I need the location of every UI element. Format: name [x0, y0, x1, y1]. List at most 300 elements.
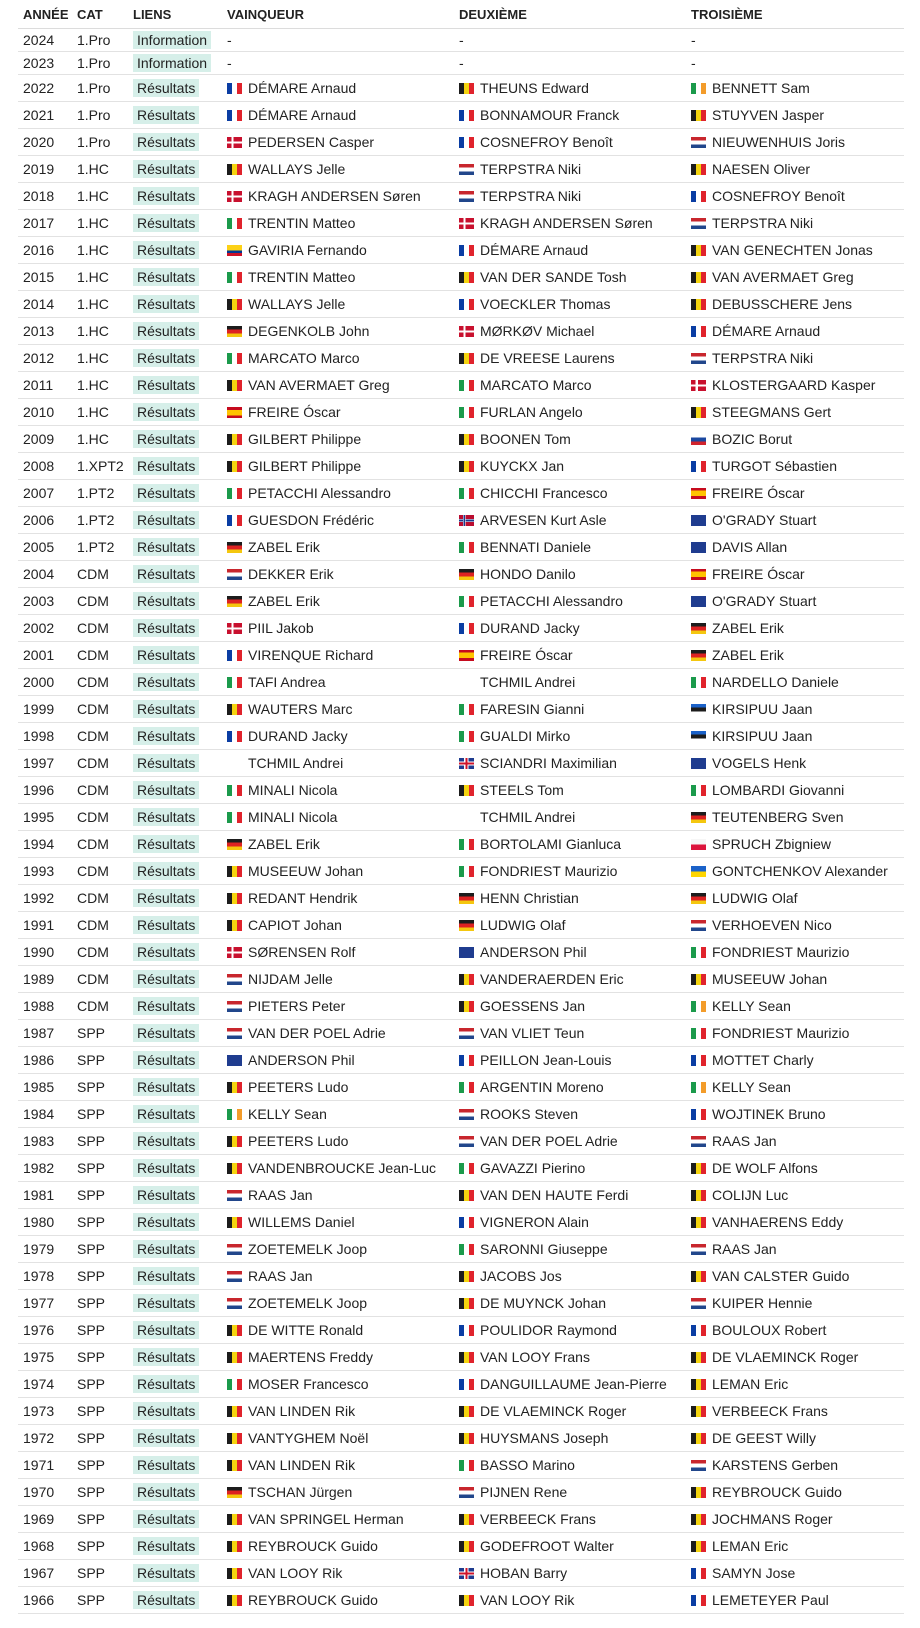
rider-name-link[interactable]: LEMETEYER Paul	[712, 1592, 829, 1608]
links-cell	[128, 1587, 222, 1614]
results-link[interactable]: Résultats	[133, 1267, 199, 1285]
rider-name-link[interactable]: RAAS Jan	[712, 1241, 777, 1257]
rider-name-link[interactable]: PEILLON Jean-Louis	[480, 1052, 612, 1068]
rider-name-link[interactable]: FREIRE Óscar	[712, 485, 805, 501]
year-cell: 1986	[18, 1047, 72, 1074]
rider-name-link[interactable]: PEETERS Ludo	[248, 1133, 349, 1149]
winner-cell	[222, 1101, 454, 1128]
rider-name-link[interactable]: DE VLAEMINCK Roger	[712, 1349, 859, 1365]
results-link[interactable]: Résultats	[133, 943, 199, 961]
rider-name-link[interactable]: MUSEEUW Johan	[248, 863, 364, 879]
rider-name-link[interactable]: TERPSTRA Niki	[480, 188, 582, 204]
rider-name-link[interactable]: TERPSTRA Niki	[712, 215, 814, 231]
second-cell	[454, 885, 686, 912]
results-link[interactable]: Résultats	[133, 862, 199, 880]
rider-name-link[interactable]: LOMBARDI Giovanni	[712, 782, 845, 798]
rider-name-link[interactable]: DE WITTE Ronald	[248, 1322, 364, 1338]
rider-name-link[interactable]: VAN SPRINGEL Herman	[248, 1511, 404, 1527]
cat-cell: CDM	[72, 750, 128, 777]
rider-name-link[interactable]: O'GRADY Stuart	[712, 593, 817, 609]
results-link[interactable]: Résultats	[133, 1186, 199, 1204]
rider-name-link[interactable]: O'GRADY Stuart	[712, 512, 817, 528]
rider-name-link[interactable]: SAMYN Jose	[712, 1565, 796, 1581]
rider-name-link[interactable]: ANDERSON Phil	[480, 944, 587, 960]
rider-name-link[interactable]: KIRSIPUU Jaan	[712, 728, 813, 744]
results-link[interactable]: Résultats	[133, 187, 199, 205]
rider-name-link[interactable]: VOECKLER Thomas	[480, 296, 611, 312]
rider-name-link[interactable]: RAAS Jan	[712, 1133, 777, 1149]
rider-name-link[interactable]: VAN DER POEL Adrie	[248, 1025, 386, 1041]
rider-name-link[interactable]: ROOKS Steven	[480, 1106, 579, 1122]
rider-name-link[interactable]: VAN DER POEL Adrie	[480, 1133, 618, 1149]
results-link[interactable]: Résultats	[133, 214, 199, 232]
winner-cell	[222, 561, 454, 588]
rider-name-link[interactable]: DANGUILLAUME Jean-Pierre	[480, 1376, 667, 1392]
rider-name-link[interactable]: DE MUYNCK Johan	[480, 1295, 607, 1311]
rider-name-link[interactable]: TCHMIL Andrei	[480, 809, 576, 825]
results-link[interactable]: Résultats	[133, 1024, 199, 1042]
rider-name-link[interactable]: ANDERSON Phil	[248, 1052, 355, 1068]
rider-name-link[interactable]: VAN AVERMAET Greg	[712, 269, 854, 285]
results-link[interactable]: Résultats	[133, 1213, 199, 1231]
rider-name-link[interactable]: TRENTIN Matteo	[248, 215, 356, 231]
rider-name-link[interactable]: FURLAN Angelo	[480, 404, 583, 420]
rider-name-link[interactable]: BENNETT Sam	[712, 80, 810, 96]
cat-cell: SPP	[72, 1155, 128, 1182]
results-link[interactable]: Résultats	[133, 646, 199, 664]
information-link[interactable]: Information	[133, 31, 211, 49]
cat-cell: 1.HC	[72, 318, 128, 345]
results-link[interactable]: Résultats	[133, 808, 199, 826]
cat-cell: SPP	[72, 1236, 128, 1263]
results-link[interactable]: Résultats	[133, 1591, 199, 1609]
flag-de-icon	[227, 596, 242, 607]
rider-name-link[interactable]: PEETERS Ludo	[248, 1079, 349, 1095]
rider-name-link[interactable]: ARVESEN Kurt Asle	[480, 512, 607, 528]
rider-name-link[interactable]: WOJTINEK Bruno	[712, 1106, 826, 1122]
rider-name-link[interactable]: KLOSTERGAARD Kasper	[712, 377, 876, 393]
rider-name-link[interactable]: VERBEECK Frans	[712, 1403, 828, 1419]
rider-name-link[interactable]: PIETERS Peter	[248, 998, 346, 1014]
results-link[interactable]: Résultats	[133, 1321, 199, 1339]
rider-name-link[interactable]: VANDERAERDEN Eric	[480, 971, 624, 987]
links-cell	[128, 210, 222, 237]
results-link[interactable]: Résultats	[133, 1402, 199, 1420]
cat-cell: 1.Pro	[72, 52, 128, 75]
results-link[interactable]: Résultats	[133, 916, 199, 934]
results-link[interactable]: Résultats	[133, 889, 199, 907]
rider-name-link[interactable]: BOZIC Borut	[712, 431, 793, 447]
results-link[interactable]: Résultats	[133, 457, 199, 475]
rider-name-link[interactable]: CHICCHI Francesco	[480, 485, 608, 501]
rider-name-link[interactable]: BORTOLAMI Gianluca	[480, 836, 622, 852]
rider-name-link[interactable]: DÉMARE Arnaud	[248, 107, 357, 123]
rider-name-link[interactable]: REYBROUCK Guido	[248, 1592, 378, 1608]
results-link[interactable]: Résultats	[133, 1375, 199, 1393]
results-link[interactable]: Résultats	[133, 781, 199, 799]
rider-name-link[interactable]: DÉMARE Arnaud	[480, 242, 589, 258]
links-cell	[128, 102, 222, 129]
rider-name-link[interactable]: MØRKØV Michael	[480, 323, 595, 339]
rider-name-link[interactable]: RAAS Jan	[248, 1187, 313, 1203]
results-link[interactable]: Résultats	[133, 754, 199, 772]
rider-name-link[interactable]: VAN LINDEN Rik	[248, 1457, 356, 1473]
results-link[interactable]: Résultats	[133, 619, 199, 637]
rider-name-link[interactable]: TSCHAN Jürgen	[248, 1484, 353, 1500]
results-link[interactable]: Résultats	[133, 1456, 199, 1474]
rider-name-link[interactable]: NARDELLO Daniele	[712, 674, 839, 690]
rider-name-link[interactable]: FONDRIEST Maurizio	[480, 863, 618, 879]
rider-name-link[interactable]: DE VREESE Laurens	[480, 350, 615, 366]
third-cell	[686, 561, 904, 588]
rider-name-link[interactable]: VAN DER SANDE Tosh	[480, 269, 627, 285]
flag-it-icon	[459, 380, 474, 391]
rider-name-link[interactable]: MOTTET Charly	[712, 1052, 814, 1068]
table-row	[18, 1425, 904, 1452]
rider-name-link[interactable]: LUDWIG Olaf	[480, 917, 566, 933]
results-link[interactable]: Résultats	[133, 511, 199, 529]
results-link[interactable]: Résultats	[133, 1294, 199, 1312]
flag-pl-icon	[691, 839, 706, 850]
results-link[interactable]: Résultats	[133, 1240, 199, 1258]
rider-name-link[interactable]: VANTYGHEM Noël	[248, 1430, 369, 1446]
rider-name-link[interactable]: LEMAN Eric	[712, 1376, 789, 1392]
flag-it-icon	[227, 218, 242, 229]
flag-be-icon	[691, 1163, 706, 1174]
rider-name-link[interactable]: DEBUSSCHERE Jens	[712, 296, 853, 312]
flag-dk-icon	[691, 380, 706, 391]
rider-name-link[interactable]: DE GEEST Willy	[712, 1430, 816, 1446]
rider-name-link[interactable]: TEUTENBERG Sven	[712, 809, 844, 825]
rider-name-link[interactable]: KARSTENS Gerben	[712, 1457, 839, 1473]
rider-name-link[interactable]: HONDO Danilo	[480, 566, 576, 582]
results-link[interactable]: Résultats	[133, 1564, 199, 1582]
rider-name-link[interactable]: ZABEL Erik	[712, 647, 784, 663]
rider-name-link[interactable]: VAN LOOY Rik	[248, 1565, 343, 1581]
rider-name-link[interactable]: DE VLAEMINCK Roger	[480, 1403, 627, 1419]
results-link[interactable]: Résultats	[133, 79, 199, 97]
rider-name-link[interactable]: JOCHMANS Roger	[712, 1511, 833, 1527]
flag-de-icon	[459, 569, 474, 580]
results-link[interactable]: Résultats	[133, 241, 199, 259]
cat-cell: 1.HC	[72, 372, 128, 399]
rider-name-link[interactable]: DURAND Jacky	[248, 728, 348, 744]
rider-name-link[interactable]: RAAS Jan	[248, 1268, 313, 1284]
rider-name-link[interactable]: SØRENSEN Rolf	[248, 944, 356, 960]
results-link[interactable]: Résultats	[133, 970, 199, 988]
rider-name-link[interactable]: FREIRE Óscar	[712, 566, 805, 582]
rider-name-link[interactable]: DÉMARE Arnaud	[712, 323, 821, 339]
rider-name-link[interactable]: DE WOLF Alfons	[712, 1160, 818, 1176]
rider-name-link[interactable]: ZABEL Erik	[712, 620, 784, 636]
year-cell: 2022	[18, 75, 72, 102]
rider-name-link[interactable]: BONNAMOUR Franck	[480, 107, 620, 123]
rider-name-link[interactable]: TCHMIL Andrei	[480, 674, 576, 690]
rider-name-link[interactable]: VAN LOOY Rik	[480, 1592, 575, 1608]
rider-name-link[interactable]: REYBROUCK Guido	[248, 1538, 378, 1554]
flag-fr-icon	[459, 1055, 474, 1066]
rider-name-link[interactable]: VAN LOOY Frans	[480, 1349, 590, 1365]
rider-name-link[interactable]: COSNEFROY Benoît	[480, 134, 613, 150]
rider-name-link[interactable]: KELLY Sean	[248, 1106, 327, 1122]
rider-name-link[interactable]: CAPIOT Johan	[248, 917, 342, 933]
winner-cell	[222, 1155, 454, 1182]
flag-au-icon	[691, 758, 706, 769]
links-cell	[128, 858, 222, 885]
rider-name-link[interactable]: VANHAERENS Eddy	[712, 1214, 844, 1230]
rider-name-link[interactable]: PIIL Jakob	[248, 620, 314, 636]
third-cell	[686, 1479, 904, 1506]
flag-fr-icon	[459, 137, 474, 148]
flag-ee-icon	[691, 704, 706, 715]
rider-name-link[interactable]: NIEUWENHUIS Joris	[712, 134, 846, 150]
table-row	[18, 777, 904, 804]
rider-name-link[interactable]: JACOBS Jos	[480, 1268, 562, 1284]
flag-be-icon	[227, 704, 242, 715]
rider-name-link[interactable]: VAN GENECHTEN Jonas	[712, 242, 873, 258]
rider-name-link[interactable]: COLIJN Luc	[712, 1187, 789, 1203]
rider-name-link[interactable]: TERPSTRA Niki	[712, 350, 814, 366]
year-cell: 2015	[18, 264, 72, 291]
rider-name-link[interactable]: VIRENQUE Richard	[248, 647, 374, 663]
second-cell	[454, 291, 686, 318]
rider-name-link[interactable]: HOBAN Barry	[480, 1565, 568, 1581]
rider-name-link[interactable]: VAN VLIET Teun	[480, 1025, 585, 1041]
rider-name-link[interactable]: LUDWIG Olaf	[712, 890, 798, 906]
rider-name-link[interactable]: MUSEEUW Johan	[712, 971, 828, 987]
results-link[interactable]: Résultats	[133, 700, 199, 718]
rider-name-link[interactable]: REYBROUCK Guido	[712, 1484, 842, 1500]
rider-name-link[interactable]: PETACCHI Alessandro	[480, 593, 623, 609]
results-link[interactable]: Résultats	[133, 1537, 199, 1555]
rider-name-link[interactable]: MARCATO Marco	[480, 377, 592, 393]
rider-name-link[interactable]: NIJDAM Jelle	[248, 971, 333, 987]
rider-name-link[interactable]: VAN CALSTER Guido	[712, 1268, 850, 1284]
results-link[interactable]: Résultats	[133, 133, 199, 151]
year-cell: 2002	[18, 615, 72, 642]
rider-name-link[interactable]: WAUTERS Marc	[248, 701, 353, 717]
rider-name-link[interactable]: VOGELS Henk	[712, 755, 807, 771]
rider-name-link[interactable]: VANDENBROUCKE Jean-Luc	[248, 1160, 437, 1176]
rider-name-link[interactable]: FARESIN Gianni	[480, 701, 585, 717]
rider-name-link[interactable]: DEGENKOLB John	[248, 323, 370, 339]
rider-name-link[interactable]: GAVAZZI Pierino	[480, 1160, 586, 1176]
rider-name-link[interactable]: HUYSMANS Joseph	[480, 1430, 609, 1446]
flag-be-icon	[691, 1487, 706, 1498]
rider-name-link[interactable]: GAVIRIA Fernando	[248, 242, 367, 258]
cat-cell: SPP	[72, 1101, 128, 1128]
rider-name-link[interactable]: BOULOUX Robert	[712, 1322, 827, 1338]
rider-name-link[interactable]: THEUNS Edward	[480, 80, 589, 96]
rider-name-link[interactable]: GOESSENS Jan	[480, 998, 586, 1014]
rider-name-link[interactable]: BENNATI Daniele	[480, 539, 592, 555]
results-link[interactable]: Résultats	[133, 349, 199, 367]
rider-name-link[interactable]: COSNEFROY Benoît	[712, 188, 845, 204]
rider-name-link[interactable]: FONDRIEST Maurizio	[712, 1025, 850, 1041]
rider-name-link[interactable]: GUESDON Frédéric	[248, 512, 375, 528]
rider-name-link[interactable]: STEEGMANS Gert	[712, 404, 832, 420]
flag-fr-icon	[691, 1055, 706, 1066]
second-cell	[454, 1101, 686, 1128]
cat-cell: SPP	[72, 1425, 128, 1452]
second-cell	[454, 723, 686, 750]
results-link[interactable]: Résultats	[133, 1051, 199, 1069]
results-link[interactable]: Résultats	[133, 295, 199, 313]
rider-name-link[interactable]: GILBERT Philippe	[248, 431, 362, 447]
flag-nl-icon	[691, 1244, 706, 1255]
results-link[interactable]: Résultats	[133, 565, 199, 583]
flag-it-icon	[459, 542, 474, 553]
results-link[interactable]: Résultats	[133, 484, 199, 502]
results-link[interactable]: Résultats	[133, 1159, 199, 1177]
rider-name-link[interactable]: VERBEECK Frans	[480, 1511, 596, 1527]
results-link[interactable]: Résultats	[133, 1429, 199, 1447]
rider-name-link[interactable]: TCHMIL Andrei	[248, 755, 344, 771]
results-link[interactable]: Résultats	[133, 835, 199, 853]
table-row	[18, 29, 904, 52]
results-link[interactable]: Résultats	[133, 403, 199, 421]
rider-name-link[interactable]: POULIDOR Raymond	[480, 1322, 617, 1338]
rider-name-link[interactable]: TAFI Andrea	[248, 674, 326, 690]
rider-name-link[interactable]: SPRUCH Zbigniew	[712, 836, 832, 852]
rider-name-link[interactable]: MINALI Nicola	[248, 809, 338, 825]
winner-cell	[222, 1209, 454, 1236]
rider-name-link[interactable]: DEKKER Erik	[248, 566, 334, 582]
flag-nl-icon	[227, 1271, 242, 1282]
results-link[interactable]: Résultats	[133, 1132, 199, 1150]
rider-name-link[interactable]: GONTCHENKOV Alexander	[712, 863, 888, 879]
cat-cell: CDM	[72, 723, 128, 750]
cat-cell: 1.Pro	[72, 75, 128, 102]
results-link[interactable]: Résultats	[133, 592, 199, 610]
third-cell	[686, 1236, 904, 1263]
year-cell: 1969	[18, 1506, 72, 1533]
rider-name-link[interactable]: GODEFROOT Walter	[480, 1538, 614, 1554]
year-cell: 2012	[18, 345, 72, 372]
results-link[interactable]: Résultats	[133, 322, 199, 340]
rider-name-link[interactable]: VAN LINDEN Rik	[248, 1403, 356, 1419]
results-link[interactable]: Résultats	[133, 1348, 199, 1366]
rider-name-link[interactable]: KUYCKX Jan	[480, 458, 565, 474]
rider-name-link[interactable]: KUIPER Hennie	[712, 1295, 813, 1311]
rider-name-link[interactable]: REDANT Hendrik	[248, 890, 358, 906]
information-link[interactable]: Information	[133, 54, 211, 72]
rider-name-link[interactable]: KELLY Sean	[712, 1079, 791, 1095]
rider-name-link[interactable]: FONDRIEST Maurizio	[712, 944, 850, 960]
table-row	[18, 669, 904, 696]
rider-name-link[interactable]: MINALI Nicola	[248, 782, 338, 798]
second-cell	[454, 1020, 686, 1047]
results-link[interactable]: Résultats	[133, 673, 199, 691]
third-cell	[686, 29, 904, 52]
rider-name-link[interactable]: GILBERT Philippe	[248, 458, 362, 474]
rider-name-link[interactable]: ZABEL Erik	[248, 836, 320, 852]
winner-placeholder: -	[227, 32, 232, 48]
results-link[interactable]: Résultats	[133, 727, 199, 745]
flag-be-icon	[691, 1514, 706, 1525]
results-link[interactable]: Résultats	[133, 268, 199, 286]
cat-cell: CDM	[72, 669, 128, 696]
table-row	[18, 453, 904, 480]
results-link[interactable]: Résultats	[133, 1105, 199, 1123]
flag-nl-icon	[227, 1001, 242, 1012]
rider-name-link[interactable]: SCIANDRI Maximilian	[480, 755, 617, 771]
rider-name-link[interactable]: KIRSIPUU Jaan	[712, 701, 813, 717]
results-link[interactable]: Résultats	[133, 538, 199, 556]
rider-name-link[interactable]: ARGENTIN Moreno	[480, 1079, 604, 1095]
rider-name-link[interactable]: LEMAN Eric	[712, 1538, 789, 1554]
results-link[interactable]: Résultats	[133, 160, 199, 178]
rider-name-link[interactable]: VERHOEVEN Nico	[712, 917, 832, 933]
results-link[interactable]: Résultats	[133, 1510, 199, 1528]
rider-name-link[interactable]: KRAGH ANDERSEN Søren	[480, 215, 653, 231]
rider-name-link[interactable]: PEDERSEN Casper	[248, 134, 375, 150]
flag-au-icon	[691, 542, 706, 553]
rider-name-link[interactable]: DAVIS Allan	[712, 539, 788, 555]
results-link[interactable]: Résultats	[133, 430, 199, 448]
rider-name-link[interactable]: TERPSTRA Niki	[480, 161, 582, 177]
flag-it-icon	[459, 866, 474, 877]
second-cell	[454, 1398, 686, 1425]
rider-name-link[interactable]: WILLEMS Daniel	[248, 1214, 355, 1230]
rider-name-link[interactable]: VAN DEN HAUTE Ferdi	[480, 1187, 629, 1203]
rider-name-link[interactable]: STUYVEN Jasper	[712, 107, 825, 123]
rider-name-link[interactable]: WALLAYS Jelle	[248, 296, 346, 312]
rider-name-link[interactable]: WALLAYS Jelle	[248, 161, 346, 177]
flag-be-icon	[227, 299, 242, 310]
rider-name-link[interactable]: FREIRE Óscar	[248, 404, 341, 420]
links-cell	[128, 885, 222, 912]
rider-name-link[interactable]: ZABEL Erik	[248, 593, 320, 609]
rider-name-link[interactable]: PETACCHI Alessandro	[248, 485, 391, 501]
rider-name-link[interactable]: ZOETEMELK Joop	[248, 1295, 368, 1311]
rider-name-link[interactable]: GUALDI Mirko	[480, 728, 571, 744]
rider-name-link[interactable]: HENN Christian	[480, 890, 579, 906]
rider-name-link[interactable]: ZOETEMELK Joop	[248, 1241, 368, 1257]
rider-name-link[interactable]: KRAGH ANDERSEN Søren	[248, 188, 421, 204]
rider-name-link[interactable]: TRENTIN Matteo	[248, 269, 356, 285]
rider-name-link[interactable]: SARONNI Giuseppe	[480, 1241, 608, 1257]
rider-name-link[interactable]: PIJNEN Rene	[480, 1484, 568, 1500]
results-link[interactable]: Résultats	[133, 997, 199, 1015]
results-link[interactable]: Résultats	[133, 1078, 199, 1096]
rider-name-link[interactable]: VAN AVERMAET Greg	[248, 377, 390, 393]
results-link[interactable]: Résultats	[133, 106, 199, 124]
flag-be-icon	[459, 1541, 474, 1552]
rider-name-link[interactable]: MARCATO Marco	[248, 350, 360, 366]
table-row	[18, 561, 904, 588]
rider-name-link[interactable]: KELLY Sean	[712, 998, 791, 1014]
table-row	[18, 1263, 904, 1290]
third-cell	[686, 615, 904, 642]
rider-name-link[interactable]: MOSER Francesco	[248, 1376, 369, 1392]
rider-name-link[interactable]: FREIRE Óscar	[480, 647, 573, 663]
results-link[interactable]: Résultats	[133, 376, 199, 394]
rider-name-link[interactable]: VIGNERON Alain	[480, 1214, 589, 1230]
rider-name-link[interactable]: NAESEN Oliver	[712, 161, 811, 177]
links-cell	[128, 1263, 222, 1290]
rider-name-link[interactable]: DURAND Jacky	[480, 620, 580, 636]
rider-name-link[interactable]: STEELS Tom	[480, 782, 564, 798]
rider-name-link[interactable]: BOONEN Tom	[480, 431, 571, 447]
rider-name-link[interactable]: ZABEL Erik	[248, 539, 320, 555]
rider-name-link[interactable]: DÉMARE Arnaud	[248, 80, 357, 96]
rider-name-link[interactable]: TURGOT Sébastien	[712, 458, 838, 474]
results-link[interactable]: Résultats	[133, 1483, 199, 1501]
rider-name-link[interactable]: MAERTENS Freddy	[248, 1349, 373, 1365]
third-cell	[686, 750, 904, 777]
rider-name-link[interactable]: BASSO Marino	[480, 1457, 575, 1473]
